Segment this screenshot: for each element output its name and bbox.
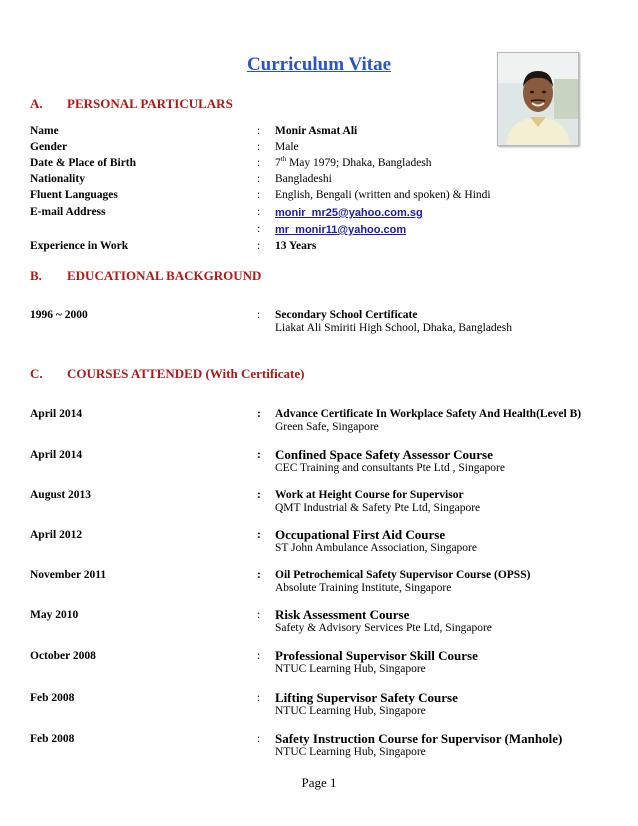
course-name: Confined Space Safety Assessor Course [275,447,493,462]
dob-day: 7 [275,156,281,169]
name-label: Name [30,125,59,137]
experience-colon: : [257,240,261,252]
section-b-heading [30,268,430,284]
email-link-2[interactable]: mr_monir11@yahoo.com [275,224,407,236]
course-provider: Safety & Advisory Services Pte Ltd, Singapore [275,622,492,634]
course-name: Occupational First Aid Course [275,527,446,542]
name-value: Monir Asmat Ali [275,125,358,137]
section-b-title: EDUCATIONAL BACKGROUND [67,268,262,283]
dob-suffix: th [280,155,287,163]
course-date: August 2013 [30,489,92,501]
course-provider: QMT Industrial & Safety Pte Ltd, Singapore [275,502,481,514]
email-link-1[interactable]: monir_mr25@yahoo.com.sg [275,207,423,219]
course-name: Lifting Supervisor Safety Course [275,690,458,705]
course-date: April 2012 [30,529,83,541]
course-date: November 2011 [30,569,107,581]
course-provider: Green Safe, Singapore [275,421,379,433]
course-provider: ST John Ambulance Association, Singapore [275,542,477,554]
dob-colon: : [257,157,261,169]
languages-value: English, Bengali (written and spoken) & Hindi [275,189,491,201]
nationality-colon: : [257,173,261,185]
course-date: Feb 2008 [30,733,75,745]
course-colon: : [257,529,261,541]
course-colon: : [257,692,261,704]
course-name: Advance Certificate In Workplace Safety And Health(Level B) [275,408,582,420]
email-colon-1: : [257,206,261,218]
section-c-letter: C. [30,366,43,381]
section-b-letter: B. [30,268,42,283]
course-name: Safety Instruction Course for Supervisor (Manhole) [275,731,563,746]
course-name: Professional Supervisor Skill Course [275,648,478,663]
course-date: October 2008 [30,650,96,662]
nationality-value: Bangladeshi [275,173,332,185]
course-name: Oil Petrochemical Safety Supervisor Course (OPSS) [275,569,531,581]
section-c-heading [30,366,430,382]
dob-rest: May 1979; Dhaka, Bangladesh [286,156,432,169]
education-qualification: Secondary School Certificate [275,309,418,321]
course-provider: NTUC Learning Hub, Singapore [275,663,426,675]
section-a-letter: A. [30,96,43,111]
course-date: April 2014 [30,449,83,461]
email-label: E-mail Address [30,206,106,218]
experience-value: 13 Years [275,240,317,252]
page-number: Page 1 [301,775,337,790]
languages-colon: : [257,189,261,201]
education-school: Liakat Ali Smiriti High School, Dhaka, Bangladesh [275,322,512,334]
section-a-heading [30,96,430,112]
course-name: Risk Assessment Course [275,607,410,622]
course-date: Feb 2008 [30,692,75,704]
course-provider: CEC Training and consultants Pte Ltd , Singapore [275,462,505,474]
education-period: 1996 ~ 2000 [30,309,88,321]
nationality-label: Nationality [30,173,85,185]
gender-label: Gender [30,141,68,153]
dob-value [275,155,432,169]
course-provider: Absolute Training Institute, Singapore [275,582,452,594]
gender-value: Male [275,141,299,153]
course-date: May 2010 [30,609,79,621]
course-colon: : [257,650,261,662]
experience-label: Experience in Work [30,240,129,252]
course-colon: : [257,489,261,501]
profile-photo [497,52,579,146]
course-colon: : [257,569,261,581]
gender-colon: : [257,141,261,153]
course-name: Work at Height Course for Supervisor [275,489,464,501]
section-c-title: COURSES ATTENDED (With Certificate) [67,366,305,381]
section-a-title: PERSONAL PARTICULARS [67,96,233,111]
document-title: Curriculum Vitae [246,54,392,75]
course-colon: : [257,449,261,461]
name-colon: : [257,125,261,137]
course-colon: : [257,733,261,745]
course-provider: NTUC Learning Hub, Singapore [275,705,426,717]
email-colon-2: : [257,223,261,235]
languages-label: Fluent Languages [30,189,118,201]
course-date: April 2014 [30,408,83,420]
education-colon: : [257,309,261,321]
dob-label: Date & Place of Birth [30,157,137,169]
course-colon: : [257,609,261,621]
course-provider: NTUC Learning Hub, Singapore [275,746,426,758]
course-colon: : [257,408,261,420]
